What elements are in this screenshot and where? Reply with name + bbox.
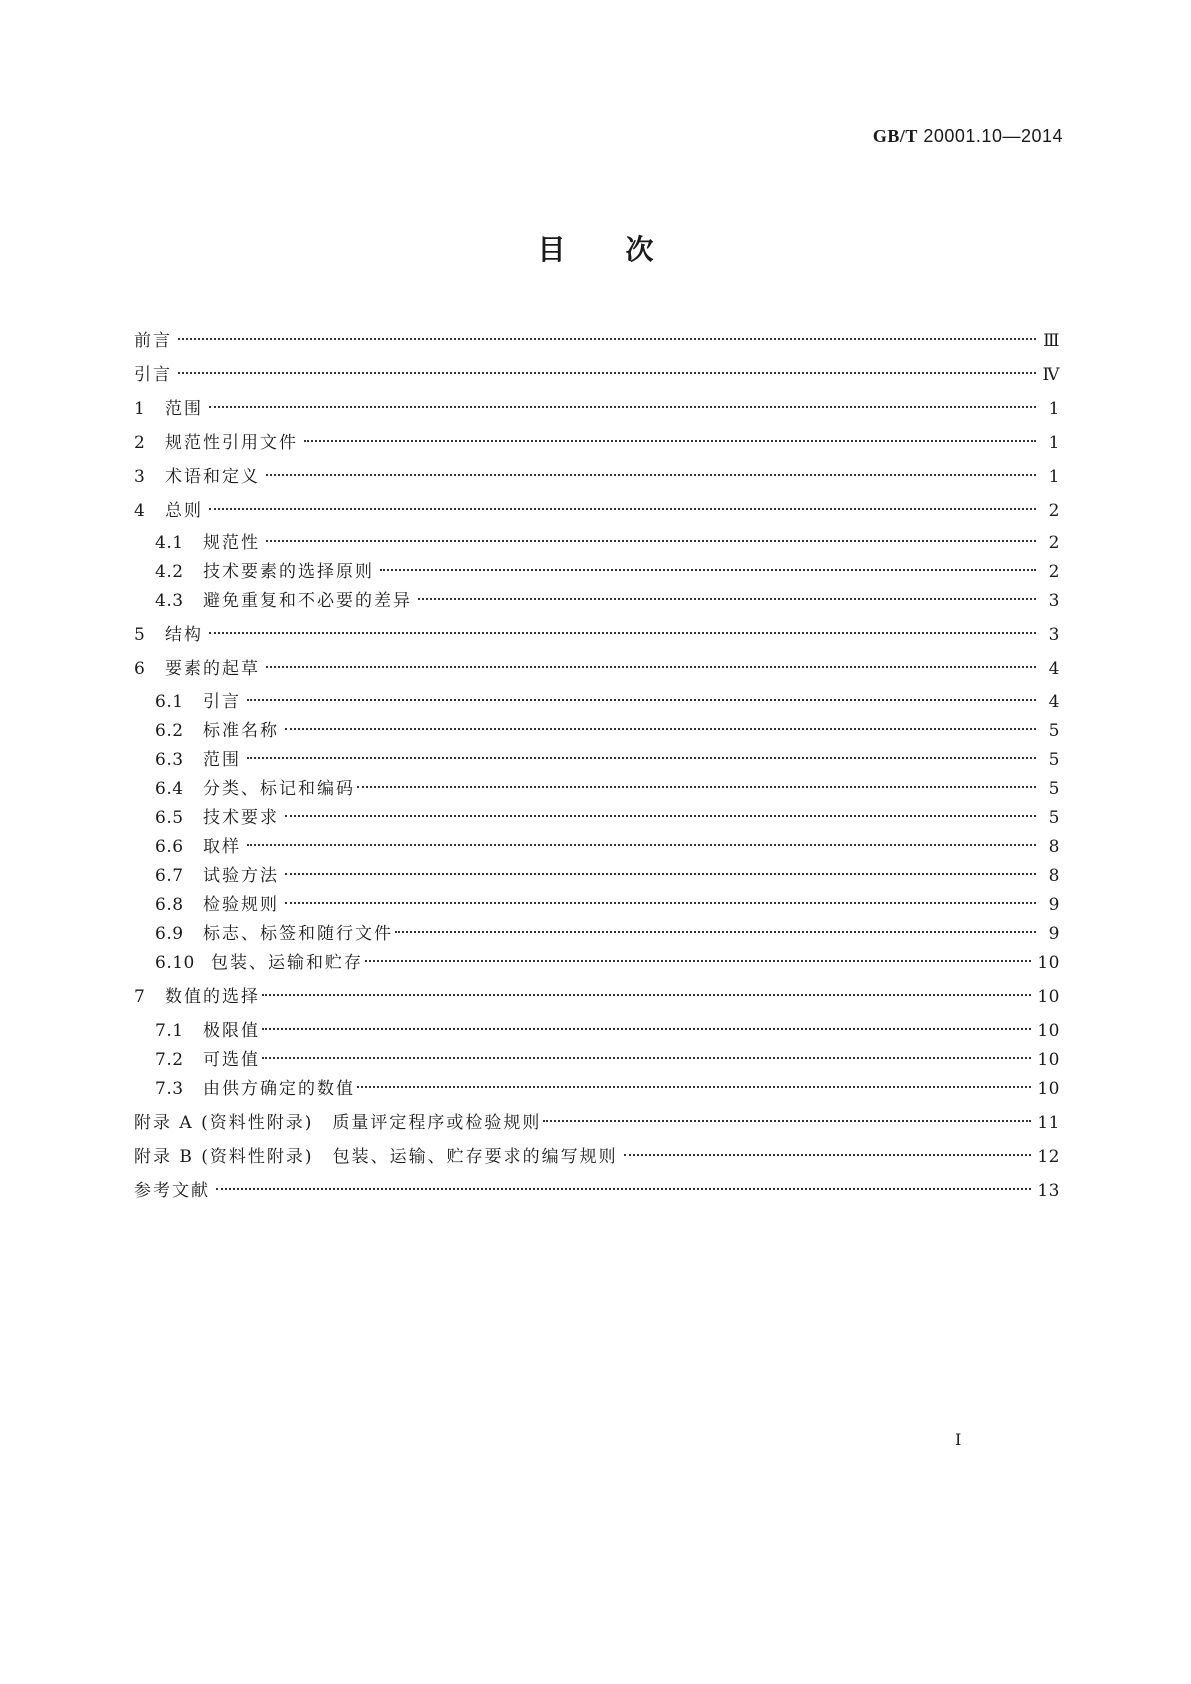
toc-entry-6-9[interactable] — [134, 915, 1060, 944]
dot-leader — [380, 553, 1036, 577]
toc-entry-page: 10 — [1037, 987, 1060, 1007]
toc-entry-page: 5 — [1048, 750, 1060, 770]
toc-entry-page: 12 — [1037, 1147, 1060, 1167]
toc-entry-page: 10 — [1037, 1021, 1060, 1041]
toc-entry-number: 6.8 — [155, 895, 184, 915]
toc-entry-4[interactable] — [134, 492, 1060, 521]
toc-entry-title: 由供方确定的数值 — [203, 1079, 355, 1099]
dot-leader — [418, 582, 1036, 606]
dot-leader — [262, 1012, 1031, 1036]
dot-leader — [304, 424, 1036, 448]
toc-entry-page: 10 — [1037, 1050, 1060, 1070]
toc-entry-title: 引言 — [203, 692, 241, 712]
toc-entry-4-1[interactable] — [134, 524, 1060, 553]
toc-entry-7-2[interactable] — [134, 1041, 1060, 1070]
toc-entry-number: 2 — [134, 433, 146, 453]
standard-code-number: 20001.10—2014 — [923, 126, 1063, 146]
toc-entry-6-3[interactable] — [134, 741, 1060, 770]
toc-entry-number: 6.1 — [155, 692, 184, 712]
toc-entry-2[interactable] — [134, 424, 1060, 453]
dot-leader — [357, 1070, 1031, 1094]
toc-entry-page: 8 — [1048, 866, 1060, 886]
toc-entry-title: 分类、标记和编码 — [203, 779, 355, 799]
page-title: 目次 — [537, 233, 714, 266]
dot-leader — [247, 741, 1036, 765]
toc-entry-title: 附录 A (资料性附录) 质量评定程序或检验规则 — [134, 1113, 542, 1133]
toc-entry-title: 数值的选择 — [165, 987, 260, 1007]
toc-entry-number: 7.3 — [155, 1079, 184, 1099]
dot-leader — [209, 616, 1036, 640]
dot-leader — [357, 770, 1036, 794]
toc-entry-bibliography[interactable] — [134, 1172, 1060, 1201]
toc-entry-page: 11 — [1037, 1113, 1060, 1133]
toc-entry-1[interactable] — [134, 390, 1060, 419]
toc-entry-number: 7.2 — [155, 1050, 184, 1070]
toc-entry-annex-a[interactable] — [134, 1104, 1060, 1133]
dot-leader — [209, 390, 1036, 414]
dot-leader — [178, 356, 1036, 380]
toc-entry-7[interactable] — [134, 978, 1060, 1007]
dot-leader — [262, 1041, 1031, 1065]
standard-code — [873, 126, 1063, 147]
toc-entry-title: 取样 — [203, 837, 241, 857]
toc-entry-title: 标志、标签和随行文件 — [203, 924, 393, 944]
toc-entry-page: 3 — [1048, 625, 1060, 645]
toc-entry-page: 5 — [1048, 779, 1060, 799]
toc-entry-5[interactable] — [134, 616, 1060, 645]
dot-leader — [624, 1138, 1032, 1162]
toc-entry-number: 6.3 — [155, 750, 184, 770]
footer-page-number: I — [955, 1430, 962, 1449]
dot-leader — [247, 828, 1036, 852]
toc-entry-page: 10 — [1037, 1079, 1060, 1099]
toc-entry-page: 13 — [1037, 1181, 1060, 1201]
toc-entry-page: 3 — [1048, 591, 1060, 611]
toc-entry-6[interactable] — [134, 650, 1060, 679]
toc-entry-title: 标准名称 — [203, 721, 279, 741]
toc-entry-6-2[interactable] — [134, 712, 1060, 741]
dot-leader — [216, 1172, 1031, 1196]
toc-entry-page: Ⅲ — [1043, 331, 1060, 351]
toc-entry-title: 要素的起草 — [165, 659, 260, 679]
toc-entry-title: 前言 — [134, 331, 172, 351]
toc-entry-title: 可选值 — [203, 1050, 260, 1070]
toc-entry-title: 规范性引用文件 — [165, 433, 298, 453]
toc-entry-number: 4 — [134, 501, 146, 521]
toc-entry-number: 7 — [134, 987, 146, 1007]
toc-entry-page: 2 — [1048, 501, 1060, 521]
toc-entry-page: 2 — [1048, 533, 1060, 553]
toc-entry-number: 6.5 — [155, 808, 184, 828]
dot-leader — [285, 857, 1036, 881]
toc-entry-page: Ⅳ — [1042, 365, 1060, 385]
toc-entry-number: 6.4 — [155, 779, 184, 799]
toc-entry-title: 总则 — [165, 501, 203, 521]
toc-entry-page: 1 — [1048, 433, 1060, 453]
toc-entry-6-5[interactable] — [134, 799, 1060, 828]
dot-leader — [285, 799, 1036, 823]
toc-entry-page: 9 — [1048, 924, 1060, 944]
dot-leader — [262, 978, 1031, 1002]
toc-entry-page: 5 — [1048, 721, 1060, 741]
toc-entry-page: 1 — [1048, 399, 1060, 419]
toc-entry-page: 4 — [1048, 659, 1060, 679]
toc-entry-6-8[interactable] — [134, 886, 1060, 915]
dot-leader — [178, 322, 1036, 346]
toc-entry-number: 4.3 — [155, 591, 184, 611]
toc-entry-number: 3 — [134, 467, 146, 487]
toc-entry-title: 规范性 — [203, 533, 260, 553]
toc-entry-title: 技术要求 — [203, 808, 279, 828]
dot-leader — [285, 886, 1036, 910]
toc-entry-number: 5 — [134, 625, 146, 645]
toc-entry-page: 8 — [1048, 837, 1060, 857]
toc-entry-foreword[interactable] — [134, 322, 1060, 351]
toc-entry-title: 检验规则 — [203, 895, 279, 915]
toc-entry-4-2[interactable] — [134, 553, 1060, 582]
toc-entry-introduction[interactable] — [134, 356, 1060, 385]
toc-entry-title: 范围 — [165, 399, 203, 419]
dot-leader — [266, 650, 1036, 674]
toc-entry-6-1[interactable] — [134, 683, 1060, 712]
toc-entry-3[interactable] — [134, 458, 1060, 487]
toc-entry-title: 技术要素的选择原则 — [203, 562, 374, 582]
toc-entry-title: 附录 B (资料性附录) 包装、运输、贮存要求的编写规则 — [134, 1147, 618, 1167]
standard-code-prefix: GB/T — [872, 126, 918, 146]
toc-entry-title: 引言 — [134, 365, 172, 385]
toc-entry-title: 结构 — [165, 625, 203, 645]
toc-entry-number: 6.7 — [155, 866, 184, 886]
toc-entry-annex-b[interactable] — [134, 1138, 1060, 1167]
toc-entry-page: 4 — [1048, 692, 1060, 712]
toc-entry-title: 包装、运输和贮存 — [211, 953, 363, 973]
toc-entry-title: 试验方法 — [203, 866, 279, 886]
toc-entry-number: 6.10 — [155, 953, 195, 973]
dot-leader — [266, 524, 1036, 548]
dot-leader — [285, 712, 1036, 736]
dot-leader — [247, 683, 1036, 707]
toc-entry-title: 术语和定义 — [165, 467, 260, 487]
toc-entry-title: 避免重复和不必要的差异 — [203, 591, 412, 611]
toc-entry-7-3[interactable] — [134, 1070, 1060, 1099]
toc-entry-6-4[interactable] — [134, 770, 1060, 799]
toc-entry-number: 1 — [134, 399, 146, 419]
toc-entry-number: 6 — [134, 659, 146, 679]
toc-entry-page: 9 — [1048, 895, 1060, 915]
dot-leader — [395, 915, 1036, 939]
toc-entry-number: 6.2 — [155, 721, 184, 741]
toc-entry-number: 4.1 — [155, 533, 184, 553]
toc-entry-6-10[interactable] — [134, 944, 1060, 973]
toc-entry-4-3[interactable] — [134, 582, 1060, 611]
dot-leader — [365, 944, 1031, 968]
toc-entry-title: 极限值 — [203, 1021, 260, 1041]
toc-entry-page: 10 — [1037, 953, 1060, 973]
toc-entry-6-6[interactable] — [134, 828, 1060, 857]
dot-leader — [543, 1104, 1031, 1128]
dot-leader — [209, 492, 1036, 516]
toc-entry-page: 2 — [1048, 562, 1060, 582]
toc-entry-page: 5 — [1048, 808, 1060, 828]
toc-entry-title: 范围 — [203, 750, 241, 770]
toc-entry-title: 参考文献 — [134, 1181, 210, 1201]
toc-entry-number: 4.2 — [155, 562, 184, 582]
toc-entry-page: 1 — [1048, 467, 1060, 487]
toc-entry-number: 6.6 — [155, 837, 184, 857]
dot-leader — [266, 458, 1036, 482]
toc-entry-number: 6.9 — [155, 924, 184, 944]
toc-entry-number: 7.1 — [155, 1021, 184, 1041]
toc-entry-6-7[interactable] — [134, 857, 1060, 886]
toc-entry-7-1[interactable] — [134, 1012, 1060, 1041]
